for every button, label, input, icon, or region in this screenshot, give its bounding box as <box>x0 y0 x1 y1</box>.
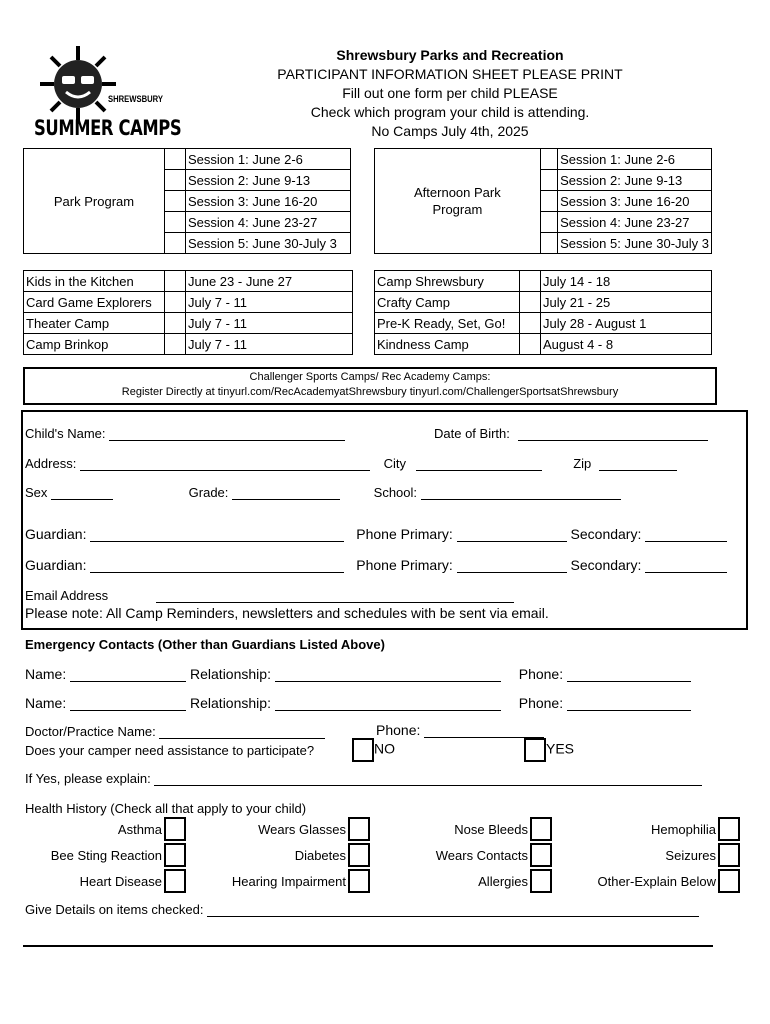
doctor-phone-field[interactable] <box>424 725 544 738</box>
relationship-label: Relationship: <box>190 666 271 682</box>
health-bee-sting: Bee Sting Reaction <box>50 847 162 863</box>
city-label: City <box>383 456 406 471</box>
guardian-label: Guardian: <box>25 557 87 573</box>
guardian-row-1 <box>25 526 727 542</box>
camp-name: Camp Shrewsbury <box>375 271 520 292</box>
park-session-1-checkbox[interactable] <box>165 149 186 170</box>
hemophilia-checkbox[interactable] <box>718 817 740 841</box>
camps-right-table <box>374 270 712 355</box>
emergency-name-field[interactable] <box>70 698 186 711</box>
instruction-2: Check which program your child is attending. <box>310 104 590 120</box>
assist-no-option <box>352 738 395 762</box>
sun-icon <box>38 44 118 124</box>
assist-yes-option <box>524 738 574 762</box>
header <box>250 46 650 141</box>
child-name-row <box>25 426 345 441</box>
wears-glasses-checkbox[interactable] <box>348 817 370 841</box>
org-title: Shrewsbury Parks and Recreation <box>336 47 564 63</box>
assist-yes-label: YES <box>546 740 575 757</box>
explain-field[interactable] <box>154 773 702 786</box>
health-heart-disease: Heart Disease <box>79 873 162 889</box>
no-camps-note: No Camps July 4th, 2025 <box>371 123 529 139</box>
afternoon-program-label: Afternoon Park Program <box>375 149 541 254</box>
city-field[interactable] <box>416 458 542 471</box>
doctor-phone-label: Phone: <box>376 722 421 738</box>
address-field[interactable] <box>80 458 370 471</box>
secondary-field[interactable] <box>645 529 727 542</box>
logo-brand: SHREWSBURY <box>108 94 163 104</box>
email-field[interactable] <box>156 590 514 603</box>
camp-name: Card Game Explorers <box>24 292 165 313</box>
afternoon-session-5-checkbox[interactable] <box>540 233 557 254</box>
relationship-field[interactable] <box>275 669 501 682</box>
camp-dates: July 7 - 11 <box>186 292 353 313</box>
afternoon-session-4: Session 4: June 23-27 <box>558 212 712 233</box>
form-title: PARTICIPANT INFORMATION SHEET PLEASE PRINT <box>277 66 623 82</box>
school-label: School: <box>373 485 418 500</box>
dob-row <box>434 426 708 441</box>
camp-checkbox[interactable] <box>520 271 541 292</box>
emergency-phone-field[interactable] <box>567 669 691 682</box>
assist-yes-checkbox[interactable] <box>524 738 546 762</box>
afternoon-session-2: Session 2: June 9-13 <box>558 170 712 191</box>
afternoon-session-5: Session 5: June 30-July 3 <box>558 233 712 254</box>
details-field[interactable] <box>207 904 699 917</box>
emergency-phone-label: Phone: <box>518 695 564 711</box>
child-name-field[interactable] <box>109 428 345 441</box>
doctor-field[interactable] <box>159 726 325 739</box>
health-diabetes: Diabetes <box>294 847 346 863</box>
explain-row <box>25 771 702 786</box>
grade-label: Grade: <box>188 485 229 500</box>
sex-field[interactable] <box>51 487 113 500</box>
health-wears-contacts: Wears Contacts <box>435 847 528 863</box>
health-hemophilia: Hemophilia <box>650 821 716 837</box>
park-program-label: Park Program <box>24 149 165 254</box>
secondary-label: Secondary: <box>570 557 642 573</box>
details-label: Give Details on items checked: <box>25 902 204 917</box>
camp-name: Camp Brinkop <box>24 334 165 355</box>
park-session-1: Session 1: June 2-6 <box>186 149 351 170</box>
dob-label: Date of Birth: <box>434 426 510 441</box>
relationship-label: Relationship: <box>190 695 271 711</box>
camp-name: Crafty Camp <box>375 292 520 313</box>
camp-dates: July 21 - 25 <box>541 292 712 313</box>
details-row <box>25 902 699 917</box>
allergies-checkbox[interactable] <box>530 869 552 893</box>
phone-primary-field[interactable] <box>457 529 567 542</box>
camp-name: Pre-K Ready, Set, Go! <box>375 313 520 334</box>
secondary-label: Secondary: <box>570 526 642 542</box>
health-wears-glasses: Wears Glasses <box>258 821 346 837</box>
emergency-name-label: Name: <box>25 666 67 682</box>
camp-checkbox[interactable] <box>165 313 186 334</box>
camp-checkbox[interactable] <box>165 271 186 292</box>
logo-wordmark: SUMMER CAMPS <box>34 116 182 140</box>
afternoon-session-3-checkbox[interactable] <box>540 191 557 212</box>
zip-field[interactable] <box>599 458 677 471</box>
camp-dates: August 4 - 8 <box>541 334 712 355</box>
phone-primary-label: Phone Primary: <box>356 557 453 573</box>
zip-label: Zip <box>573 456 592 471</box>
challenger-box <box>23 367 717 405</box>
grade-field[interactable] <box>232 487 340 500</box>
details-extra-line[interactable] <box>23 945 713 947</box>
health-asthma: Asthma <box>117 821 162 837</box>
secondary-field[interactable] <box>645 560 727 573</box>
camp-dates: July 7 - 11 <box>186 313 353 334</box>
diabetes-checkbox[interactable] <box>348 843 370 867</box>
camp-checkbox[interactable] <box>520 334 541 355</box>
phone-primary-label: Phone Primary: <box>356 526 453 542</box>
camp-name: Theater Camp <box>24 313 165 334</box>
park-program-table <box>23 148 351 254</box>
guardian-row-2 <box>25 557 727 573</box>
assist-no-label: NO <box>374 740 395 757</box>
school-field[interactable] <box>421 487 621 500</box>
camp-name: Kids in the Kitchen <box>24 271 165 292</box>
heart-disease-checkbox[interactable] <box>164 869 186 893</box>
doctor-phone-row <box>376 722 544 738</box>
explain-label: If Yes, please explain: <box>25 771 151 786</box>
camp-name: Kindness Camp <box>375 334 520 355</box>
address-row <box>25 456 677 471</box>
assist-no-checkbox[interactable] <box>352 738 374 762</box>
nose-bleeds-checkbox[interactable] <box>530 817 552 841</box>
doctor-label: Doctor/Practice Name: <box>25 724 156 739</box>
afternoon-session-3: Session 3: June 16-20 <box>558 191 712 212</box>
afternoon-session-4-checkbox[interactable] <box>540 212 557 233</box>
guardian-field[interactable] <box>90 529 344 542</box>
camp-dates: June 23 - June 27 <box>186 271 353 292</box>
park-session-3-checkbox[interactable] <box>165 191 186 212</box>
summer-camps-logo <box>30 44 180 144</box>
phone-primary-field[interactable] <box>457 560 567 573</box>
park-session-3: Session 3: June 16-20 <box>186 191 351 212</box>
asthma-checkbox[interactable] <box>164 817 186 841</box>
hearing-checkbox[interactable] <box>348 869 370 893</box>
park-session-4: Session 4: June 23-27 <box>186 212 351 233</box>
sex-row <box>25 485 621 500</box>
camp-dates: July 7 - 11 <box>186 334 353 355</box>
park-session-2-checkbox[interactable] <box>165 170 186 191</box>
park-session-2: Session 2: June 9-13 <box>186 170 351 191</box>
park-session-4-checkbox[interactable] <box>165 212 186 233</box>
camp-checkbox[interactable] <box>165 334 186 355</box>
emergency-name-field[interactable] <box>70 669 186 682</box>
health-allergies: Allergies <box>478 873 528 889</box>
email-note: Please note: All Camp Reminders, newsletters and schedules with be sent via email. <box>25 605 549 621</box>
email-label: Email Address <box>25 588 109 603</box>
camp-checkbox[interactable] <box>520 313 541 334</box>
afternoon-session-2-checkbox[interactable] <box>540 170 557 191</box>
emergency-row-2 <box>25 695 691 711</box>
sex-label: Sex <box>25 485 48 500</box>
assist-question: Does your camper need assistance to participate? <box>25 743 315 758</box>
relationship-field[interactable] <box>275 698 501 711</box>
doctor-row <box>25 724 325 739</box>
health-hearing: Hearing Impairment <box>231 873 346 889</box>
emergency-phone-field[interactable] <box>567 698 691 711</box>
seizures-checkbox[interactable] <box>718 843 740 867</box>
afternoon-program-table <box>374 148 712 254</box>
dob-field[interactable] <box>518 428 708 441</box>
guardian-label: Guardian: <box>25 526 87 542</box>
camp-checkbox[interactable] <box>165 292 186 313</box>
camp-dates: July 28 - August 1 <box>541 313 712 334</box>
park-session-5: Session 5: June 30-July 3 <box>186 233 351 254</box>
afternoon-session-1-checkbox[interactable] <box>540 149 557 170</box>
health-other: Other-Explain Below <box>597 873 716 889</box>
camp-checkbox[interactable] <box>520 292 541 313</box>
camp-dates: July 14 - 18 <box>541 271 712 292</box>
challenger-title: Challenger Sports Camps/ Rec Academy Camps: <box>249 371 491 383</box>
child-name-label: Child's Name: <box>25 426 106 441</box>
emergency-row-1 <box>25 666 691 682</box>
address-label: Address: <box>25 456 77 471</box>
emergency-title: Emergency Contacts (Other than Guardians Listed Above) <box>25 637 385 652</box>
other-checkbox[interactable] <box>718 869 740 893</box>
afternoon-session-1: Session 1: June 2-6 <box>558 149 712 170</box>
wears-contacts-checkbox[interactable] <box>530 843 552 867</box>
health-nose-bleeds: Nose Bleeds <box>454 821 528 837</box>
health-seizures: Seizures <box>665 847 716 863</box>
emergency-phone-label: Phone: <box>518 666 564 682</box>
bee-sting-checkbox[interactable] <box>164 843 186 867</box>
health-title: Health History (Check all that apply to your child) <box>25 801 307 816</box>
health-grid <box>25 816 741 894</box>
guardian-field[interactable] <box>90 560 344 573</box>
email-row <box>25 588 514 603</box>
instruction-1: Fill out one form per child PLEASE <box>342 85 558 101</box>
camps-left-table <box>23 270 353 355</box>
emergency-name-label: Name: <box>25 695 67 711</box>
park-session-5-checkbox[interactable] <box>165 233 186 254</box>
challenger-register: Register Directly at tinyurl.com/RecAcademyatShrewsbury tinyurl.com/ChallengerSportsatShrewsbury <box>121 386 619 398</box>
